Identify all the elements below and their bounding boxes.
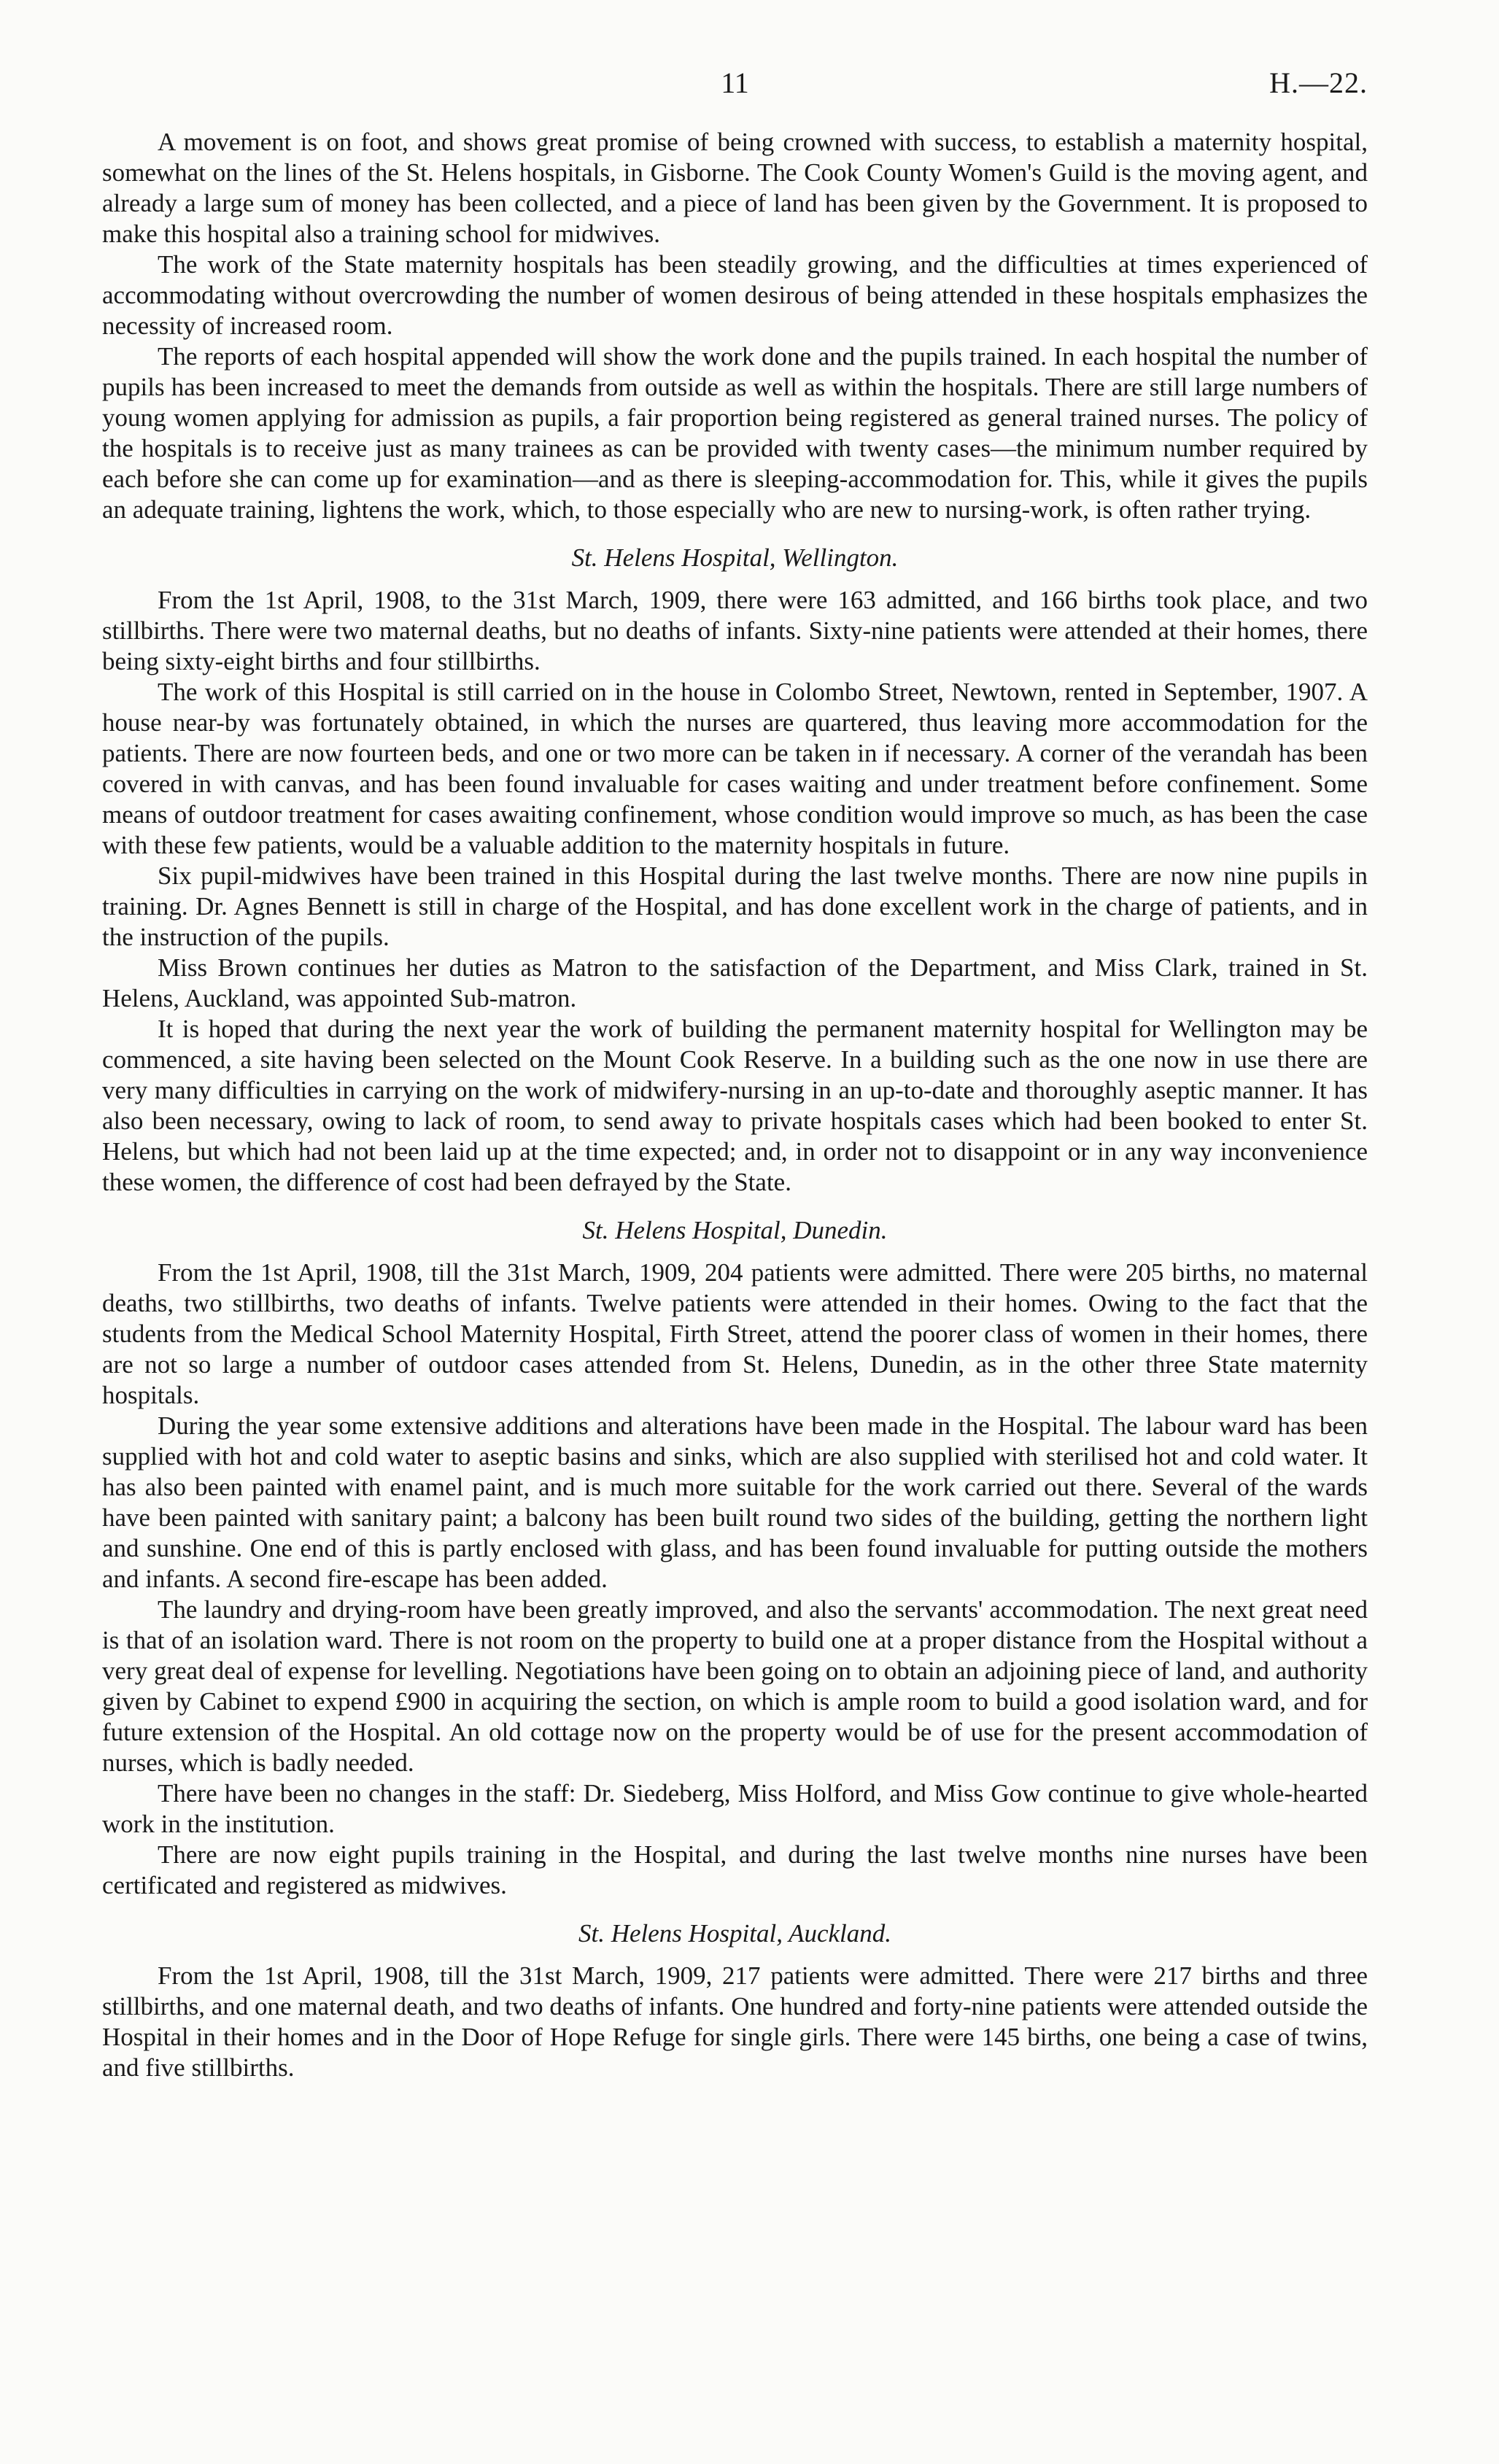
section-paragraph: It is hoped that during the next year the work of building the permanent maternity hospital for Wellington may be commenced, a site having been selected on the Mount Cook Reserve. In a building such as the one now in use there are very many difficulties in carrying on the work of midwifery-nursing in an up-to-date and thoroughly aseptic manner. It has also been necessary, owing to lack of room, to send away to private hospitals cases which had been booked to enter St. Helens, but which had not been laid up at the time expected; and, in order not to disappoint or in any way inconvenience these women, the difference of cost had been defrayed by the State. bbox=[102, 1015, 1368, 1196]
section-paragraph: From the 1st April, 1908, till the 31st March, 1909, 217 patients were admitted. There were 217 births and three stillbirths, and one maternal death, and two deaths of infants. One hundred and forty-nine patients were attended outside the Hospital in their homes and in the Door of Hope Refuge for single girls. There were 145 births, one being a case of twins, and five stillbirths. bbox=[102, 1961, 1368, 2082]
intro-paragraph: The reports of each hospital appended will show the work done and the pupils trained. In each hospital the number of pupils has been increased to meet the demands from outside as well as within the hospitals. There are still large numbers of young women applying for admission as pupils, a fair proportion being registered as general trained nurses. The policy of the hospitals is to receive just as many trainees as can be provided with twenty cases—the minimum number required by each before she can come up for examination—and as there is sleeping-accommodation for. This, while it gives the pupils an adequate training, lightens the work, which, to those especially who are new to nursing-work, is often rather trying. bbox=[102, 342, 1368, 524]
section-heading-auckland: St. Helens Hospital, Auckland. bbox=[578, 1919, 892, 1948]
section-paragraph: The work of this Hospital is still carried on in the house in Colombo Street, Newtown, rented in September, 1907. A house near-by was fortunately obtained, in which the nurses are quartered, thus leaving more accommodation for the patients. There are now fourteen beds, and one or two more can be taken in if necessary. A corner of the verandah has been covered in with canvas, and has been found invaluable for cases waiting and under treatment before confinement. Some means of outdoor treatment for cases awaiting confinement, whose condition would improve so much, as has been the case with these few patients, would be a valuable addition to the maternity hospitals in future. bbox=[102, 678, 1368, 859]
section-paragraph: During the year some extensive additions and alterations have been made in the Hospital. The labour ward has been supplied with hot and cold water to aseptic basins and sinks, which are also supplied with sterilised hot and cold water. It has also been painted with enamel paint, and is much more suitable for the work carried out there. Several of the wards have been painted with sanitary paint; a balcony has been built round two sides of the building, getting the northern light and sunshine. One end of this is partly enclosed with glass, and has been found invaluable for putting outside the mothers and infants. A second fire-escape has been added. bbox=[102, 1411, 1368, 1593]
intro-paragraph: A movement is on foot, and shows great promise of being crowned with success, to establish a maternity hospital, somewhat on the lines of the St. Helens hospitals, in Gisborne. The Cook County Women's Guild is the moving agent, and already a large sum of money has been collected, and a piece of land has been given by the Government. It is proposed to make this hospital also a training school for midwives. bbox=[102, 128, 1368, 248]
section-paragraph: Miss Brown continues her duties as Matron to the satisfaction of the Department, and Miss Clark, trained in St. Helens, Auckland, was appointed Sub-matron. bbox=[102, 953, 1368, 1012]
section-paragraph: There are now eight pupils training in the Hospital, and during the last twelve months nine nurses have been certificated and registered as midwives. bbox=[102, 1840, 1368, 1899]
document-page bbox=[102, 58, 1368, 2083]
page-header bbox=[102, 58, 1368, 109]
document-reference: H.—22. bbox=[1269, 66, 1368, 99]
page-content bbox=[102, 127, 1368, 2083]
section-paragraph: From the 1st April, 1908, to the 31st March, 1909, there were 163 admitted, and 166 births took place, and two stillbirths. There were two maternal deaths, but no deaths of infants. Sixty-nine patients were attended at their homes, there being sixty-eight births and four stillbirths. bbox=[102, 586, 1368, 675]
section-paragraph: From the 1st April, 1908, till the 31st March, 1909, 204 patients were admitted. There were 205 births, no maternal deaths, two stillbirths, two deaths of infants. Twelve patients were attended in their homes. Owing to the fact that the students from the Medical School Maternity Hospital, Firth Street, attend the poorer class of women in their homes, there are not so large a number of outdoor cases attended from St. Helens, Dunedin, as in the other three State maternity hospitals. bbox=[102, 1258, 1368, 1409]
section-heading-dunedin: St. Helens Hospital, Dunedin. bbox=[582, 1216, 888, 1244]
section-heading-wellington: St. Helens Hospital, Wellington. bbox=[571, 543, 899, 572]
section-paragraph: There have been no changes in the staff: Dr. Siedeberg, Miss Holford, and Miss Gow continue to give whole-hearted work in the institution. bbox=[102, 1779, 1368, 1838]
section-paragraph: The laundry and drying-room have been greatly improved, and also the servants' accommodation. The next great need is that of an isolation ward. There is not room on the property to build one at a proper distance from the Hospital without a very great deal of expense for levelling. Negotiations have been going on to obtain an adjoining piece of land, and authority given by Cabinet to expend £900 in acquiring the section, on which is ample room to build a good isolation ward, and for future extension of the Hospital. An old cottage now on the property would be of use for the present accommodation of nurses, which is badly needed. bbox=[102, 1595, 1368, 1777]
section-paragraph: Six pupil-midwives have been trained in this Hospital during the last twelve months. There are now nine pupils in training. Dr. Agnes Bennett is still in charge of the Hospital, and has done excellent work in the charge of patients, and in the instruction of the pupils. bbox=[102, 861, 1368, 951]
page-number: 11 bbox=[721, 66, 749, 99]
intro-paragraph: The work of the State maternity hospitals has been steadily growing, and the difficulties at times experienced of accommodating without overcrowding the number of women desirous of being attended in these hospitals emphasizes the necessity of increased room. bbox=[102, 250, 1368, 340]
